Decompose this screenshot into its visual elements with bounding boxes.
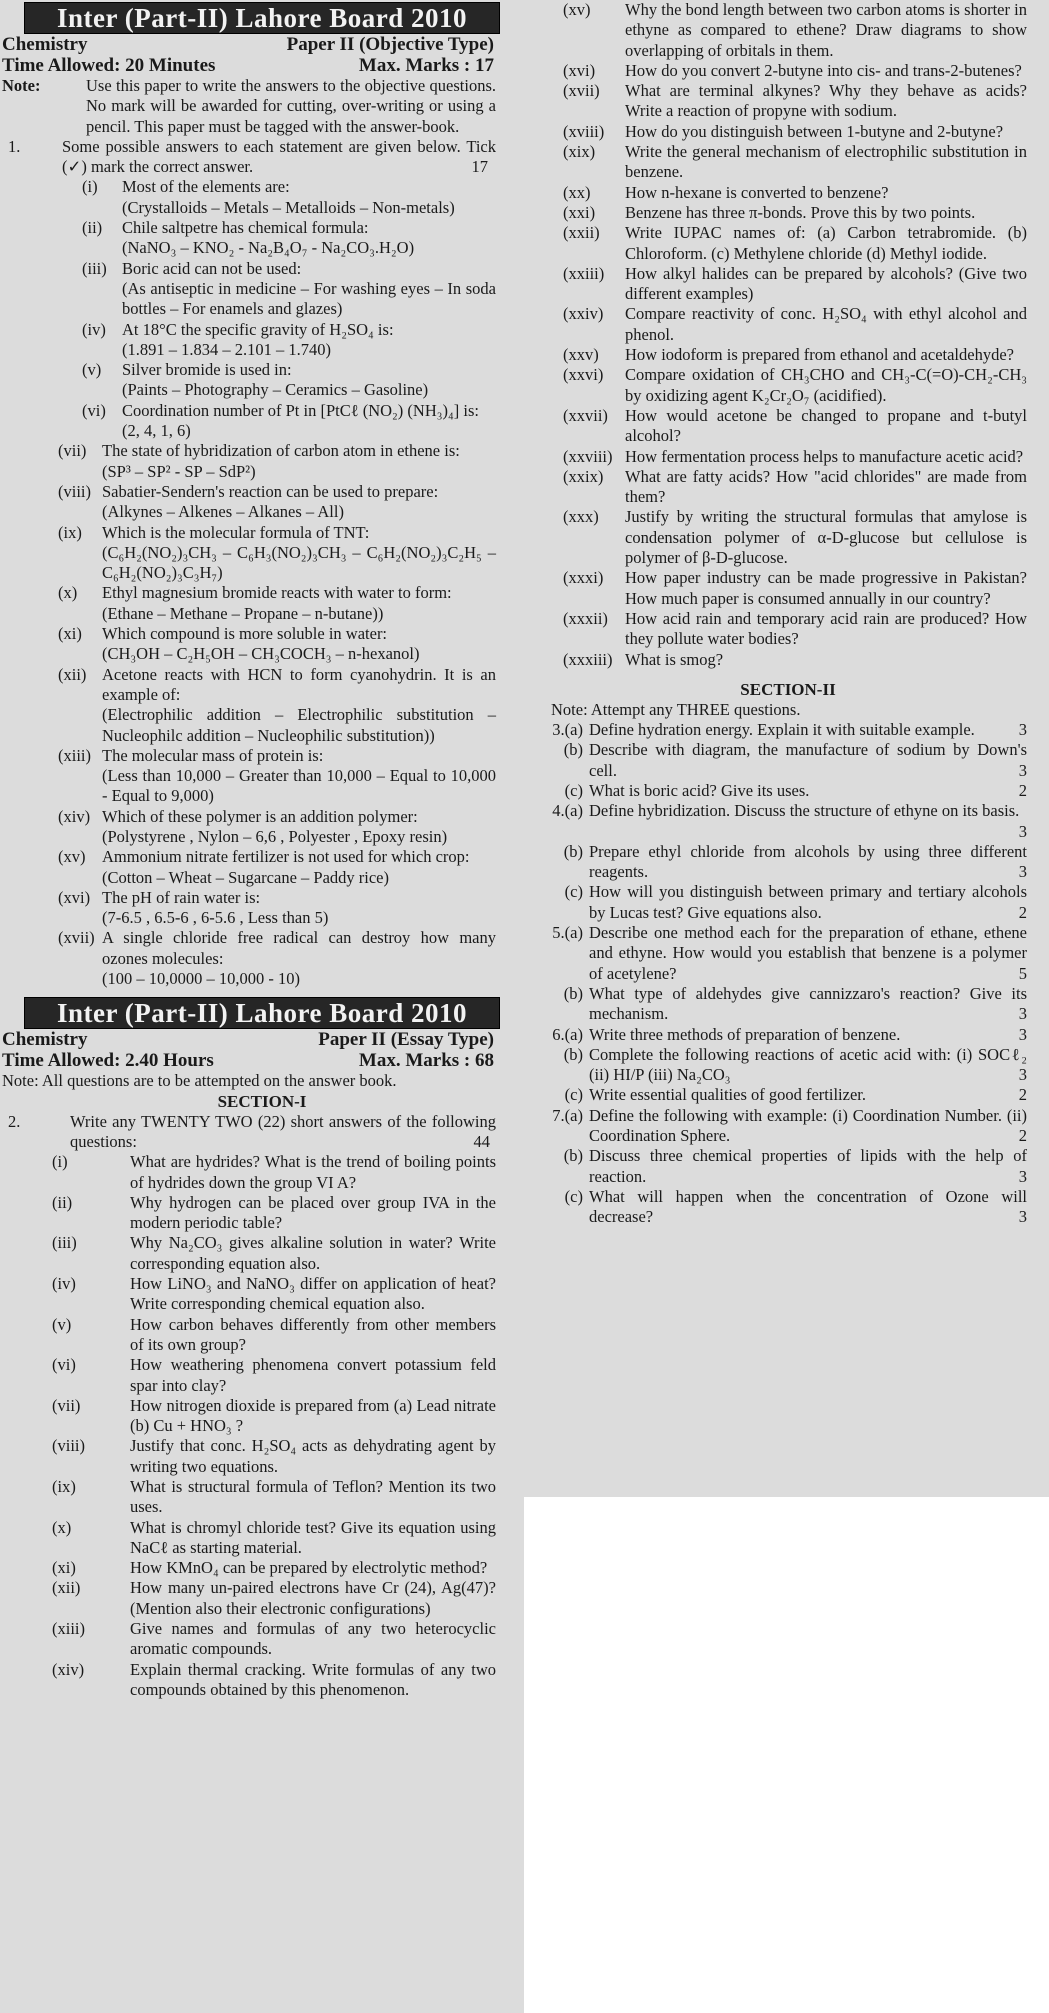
mcq-number: (vii) <box>58 441 87 461</box>
long-question <box>527 801 1049 842</box>
short-question-text: Why hydrogen can be placed over group IVA in the modern periodic table? <box>130 1192 496 1233</box>
short-question-text: Compare reactivity of conc. H₂SO₄ with ethyl alcohol and phenol. <box>625 304 1027 344</box>
short-question-text: How fermentation process helps to manufacture acetic acid? <box>625 446 1024 466</box>
short-question-text: How paper industry can be made progressive in Pakistan? How much paper is consumed annually in our country? <box>625 568 1027 608</box>
long-question-number: (b) <box>563 983 583 1003</box>
long-question-body <box>589 984 1027 1025</box>
mcq-item <box>0 441 524 482</box>
mcq-question-row <box>0 482 524 502</box>
short-question <box>527 568 1049 609</box>
mcq-number: (xiii) <box>58 745 91 765</box>
mcq-question: Silver bromide is used in: <box>122 360 292 380</box>
short-question-number: (xi) <box>52 1558 76 1578</box>
short-question <box>0 1315 524 1356</box>
long-question <box>527 1106 1049 1147</box>
short-question <box>0 1578 524 1619</box>
mcq-question-row <box>0 624 524 644</box>
mcq-options: (C₆H₂(NO₂)₃CH₃ – C₆H₃(NO₂)₃CH₃ – C₆H₂(NO₂)₃C₂H₅ – C₆H₂(NO₂)₃C₃H₇) <box>102 542 496 583</box>
mcq-question: Chile saltpetre has chemical formula: <box>122 218 369 238</box>
mcq-question: The state of hybridization of carbon atom in ethene is: <box>102 441 460 461</box>
mcq-question: Acetone reacts with HCN to form cyanohydrin. It is an example of: <box>102 664 496 704</box>
short-question-number: (xx) <box>563 182 591 202</box>
long-question-body <box>589 1025 1027 1045</box>
question-2 <box>0 1112 524 1153</box>
short-question-text: Compare oxidation of CH₃CHO and CH₃-C(=O)-CH₂-CH₃ by oxidizing agent K₂Cr₂O₇ (acidified). <box>625 365 1027 405</box>
short-question <box>0 1518 524 1559</box>
mcq-question-row <box>0 807 524 827</box>
mcq-question-row <box>0 177 524 197</box>
mcq-number: (xii) <box>58 664 87 684</box>
mcq-options: (Cotton – Wheat – Sugarcane – Paddy rice) <box>102 867 389 887</box>
long-question-body <box>589 842 1027 883</box>
objective-time: Time Allowed: 20 Minutes <box>2 55 216 76</box>
mcq-number: (x) <box>58 583 78 603</box>
essay-time: Time Allowed: 2.40 Hours <box>2 1050 214 1072</box>
long-question-text: What type of aldehydes give cannizzaro's reaction? Give its mechanism. <box>589 983 1027 1024</box>
long-question-text: Define hydration energy. Explain it with suitable example. <box>589 720 975 740</box>
long-question-marks: 3 <box>1018 862 1027 882</box>
note-text: Use this paper to write the answers to the objective questions. No mark will be awarded for cutting, over-writing or using a pencil. This paper must be tagged with the answer-book. <box>86 76 496 136</box>
short-question-number: (xxi) <box>563 202 596 222</box>
mcq-number: (v) <box>82 360 102 380</box>
short-question-text: How carbon behaves differently from other members of its own group? <box>130 1314 496 1354</box>
mcq-question: Ethyl magnesium bromide reacts with water to form: <box>102 583 452 603</box>
question-2-text: Write any TWENTY TWO (22) short answers of the following questions: <box>70 1111 496 1151</box>
mcq-number: (xi) <box>58 624 82 644</box>
short-question-text: What is structural formula of Teflon? Mention its two uses. <box>130 1477 496 1517</box>
mcq-options: (Ethane – Methane – Propane – n-butane)) <box>102 603 384 623</box>
short-question-number: (iii) <box>52 1233 77 1253</box>
short-question <box>527 223 1049 264</box>
long-question-marks: 3 <box>1018 821 1027 841</box>
long-question-text: Describe with diagram, the manufacture of sodium by Down's cell. <box>589 740 1027 780</box>
short-question-text: Benzene has three π-bonds. Prove this by two points. <box>625 202 976 222</box>
long-question-marks: 2 <box>1018 1126 1027 1146</box>
short-question-number: (xvi) <box>563 60 596 80</box>
short-question-number: (x) <box>52 1517 72 1537</box>
mcq-number: (i) <box>82 177 98 197</box>
mcq-item <box>0 665 524 746</box>
long-question-text: Prepare ethyl chloride from alcohols by using three different reagents. <box>589 841 1027 882</box>
mcq-options: (7-6.5 , 6.5-6 , 6-5.6 , Less than 5) <box>102 908 329 928</box>
mcq-options: (100 – 10,0000 – 10,000 - 10) <box>102 969 300 989</box>
section-2-title: SECTION-II <box>740 679 836 699</box>
short-question <box>0 1233 524 1274</box>
long-question-body <box>589 1085 1027 1105</box>
short-question-number: (xxv) <box>563 345 599 365</box>
short-question <box>527 81 1049 122</box>
short-question-text: Explain thermal cracking. Write formulas of any two compounds obtained by this phenomenon. <box>130 1659 496 1699</box>
short-question-number: (xxix) <box>563 466 604 486</box>
mcq-options: (Alkynes – Alkenes – Alkanes – All) <box>102 502 344 522</box>
long-question-marks: 3 <box>1018 1024 1027 1044</box>
mcq-item <box>0 624 524 665</box>
short-question <box>0 1477 524 1518</box>
short-question-text: Write the general mechanism of electrophilic substitution in benzene. <box>625 142 1027 182</box>
mcq-number: (xv) <box>58 847 86 867</box>
long-question-number: (b) <box>563 1146 583 1166</box>
objective-subject: Chemistry <box>2 34 88 55</box>
short-question <box>0 1274 524 1315</box>
question-2-marks: 44 <box>473 1131 490 1151</box>
mcq-question: The molecular mass of protein is: <box>102 745 324 765</box>
objective-marks: Max. Marks : 17 <box>358 55 494 76</box>
long-question-text: How will you distinguish between primary and tertiary alcohols by Lucas test? Give equations also. <box>589 882 1027 922</box>
short-question-text: Justify by writing the structural formulas that amylose is condensation polymer of α-D-glucose but cellulose is polymer of β-D-glucose. <box>625 507 1027 568</box>
mcq-number: (iv) <box>82 319 106 339</box>
short-question <box>527 142 1049 183</box>
long-question-marks: 3 <box>1018 1065 1027 1085</box>
long-question <box>527 720 1049 740</box>
mcq-question-row <box>0 928 524 969</box>
mcq-options: (Polystyrene , Nylon – 6,6 , Polyester , Epoxy resin) <box>102 826 448 846</box>
long-question-number: 6.(a) <box>552 1024 583 1044</box>
short-question <box>527 345 1049 365</box>
mcq-number: (ix) <box>58 522 82 542</box>
short-question <box>527 406 1049 447</box>
question-2-number: 2. <box>8 1111 21 1131</box>
mcq-question-row <box>0 218 524 238</box>
mcq-item <box>0 583 524 624</box>
short-question-number: (xxiv) <box>563 304 604 324</box>
long-question-text: Describe one method each for the preparation of ethane, ethene and ethyne. How would you establish that benzene is a polymer of acetylene? <box>589 923 1027 983</box>
essay-header <box>0 1029 524 1050</box>
short-question <box>0 1355 524 1396</box>
short-question-text: How LiNO₃ and NaNO₃ differ on application of heat? Write corresponding chemical equation also. <box>130 1274 496 1314</box>
mcq-item <box>0 807 524 848</box>
long-questions-list <box>527 720 1049 1227</box>
mcq-options: (Paints – Photography – Ceramics – Gasoline) <box>122 380 429 400</box>
short-question-number: (xxxi) <box>563 568 604 588</box>
short-question-number: (xxxii) <box>563 608 608 628</box>
mcq-options: (CH₃OH – C₂H₅OH – CH₃COCH₃ – n-hexanol) <box>102 644 420 664</box>
long-question <box>527 923 1049 984</box>
mcq-item <box>0 320 524 361</box>
long-question <box>527 740 1049 781</box>
short-question-number: (viii) <box>52 1436 85 1456</box>
mcq-list <box>0 177 524 989</box>
long-question <box>527 781 1049 801</box>
long-question-marks: 3 <box>1018 1166 1027 1186</box>
mcq-question: Coordination number of Pt in [PtCℓ (NO₂) (NH₃)₄] is: <box>122 400 479 420</box>
short-question-text: Give names and formulas of any two heterocyclic aromatic compounds. <box>130 1619 496 1659</box>
short-question <box>527 650 1049 670</box>
essay-subject: Chemistry <box>2 1029 88 1051</box>
short-question-text: How do you distinguish between 1-butyne and 2-butyne? <box>625 121 1004 141</box>
mcq-question-row <box>0 888 524 908</box>
mcq-question-row <box>0 360 524 380</box>
mcq-question: Sabatier-Sendern's reaction can be used to prepare: <box>102 481 439 501</box>
mcq-question: At 18°C the specific gravity of H₂SO₄ is: <box>122 319 394 339</box>
objective-note <box>0 76 524 137</box>
mcq-options: (Crystalloids – Metals – Metalloids – Non-metals) <box>122 197 455 217</box>
short-question-text: Why Na₂CO₃ gives alkaline solution in water? Write corresponding equation also. <box>130 1233 496 1273</box>
mcq-item <box>0 177 524 218</box>
short-question-text: How do you convert 2-butyne into cis- and trans-2-butenes? <box>625 60 1022 80</box>
objective-paper: Paper II (Objective Type) <box>286 34 494 55</box>
long-question <box>527 1085 1049 1105</box>
mcq-question-row <box>0 583 524 603</box>
short-question-number: (xvii) <box>563 81 600 101</box>
short-question-number: (xiii) <box>52 1619 85 1639</box>
long-question-body <box>589 923 1027 984</box>
long-question-body <box>589 882 1027 923</box>
short-question-number: (iv) <box>52 1274 76 1294</box>
mcq-question: The pH of rain water is: <box>102 887 261 907</box>
mcq-number: (viii) <box>58 481 91 501</box>
short-question-number: (ii) <box>52 1192 73 1212</box>
short-question-text: How weathering phenomena convert potassium feld spar into clay? <box>130 1355 496 1395</box>
mcq-item <box>0 888 524 929</box>
short-question <box>527 365 1049 406</box>
mcq-item <box>0 847 524 888</box>
mcq-item <box>0 928 524 989</box>
short-question-number: (vi) <box>52 1355 76 1375</box>
long-question-number: (c) <box>564 1085 583 1105</box>
essay-time-row <box>0 1050 524 1071</box>
long-question-number: 5.(a) <box>552 923 583 943</box>
long-question-body <box>589 1146 1027 1187</box>
long-question <box>527 1025 1049 1045</box>
short-question-number: (v) <box>52 1314 72 1334</box>
section-1-title: SECTION-I <box>217 1091 307 1111</box>
short-question-text: What are fatty acids? How "acid chlorides" are made from them? <box>625 466 1027 507</box>
short-question-text: Write IUPAC names of: (a) Carbon tetrabromide. (b) Chloroform. (c) Methylene chloride (d) Methyl iodide. <box>625 223 1027 263</box>
short-question <box>527 0 1049 61</box>
mcq-question: Which is the molecular formula of TNT: <box>102 522 370 542</box>
mcq-question-row <box>0 847 524 867</box>
short-question <box>527 447 1049 467</box>
long-question-number: (c) <box>564 780 583 800</box>
long-question-marks: 5 <box>1018 963 1027 983</box>
long-question-body <box>589 740 1027 781</box>
short-question-text: How nitrogen dioxide is prepared from (a) Lead nitrate (b) Cu + HNO₃ ? <box>130 1395 496 1436</box>
short-question-number: (ix) <box>52 1477 76 1496</box>
short-question-number: (xxiii) <box>563 263 605 283</box>
mcq-number: (iii) <box>82 258 107 278</box>
short-question-text: What is smog? <box>625 649 724 669</box>
short-question-number: (xxvii) <box>563 405 608 425</box>
short-question <box>527 122 1049 142</box>
question-1 <box>0 137 524 178</box>
short-question-text: How many un-paired electrons have Cr (24), Ag(47)? (Mention also their electronic configurations) <box>130 1578 496 1618</box>
mcq-question-row <box>0 746 524 766</box>
essay-banner: Inter (Part-II) Lahore Board 2010 <box>24 997 500 1029</box>
long-question-number: 3.(a) <box>552 720 583 740</box>
short-questions-right <box>527 0 1049 670</box>
short-question <box>0 1558 524 1578</box>
short-question <box>0 1193 524 1234</box>
short-question-number: (xix) <box>563 142 596 162</box>
mcq-item <box>0 259 524 320</box>
mcq-item <box>0 746 524 807</box>
mcq-number: (xiv) <box>58 806 91 826</box>
short-question-text: What are hydrides? What is the trend of boiling points of hydrides down the group VI A? <box>130 1152 496 1192</box>
long-question-marks: 3 <box>1018 760 1027 780</box>
essay-note: Note: All questions are to be attempted on the answer book. <box>2 1071 397 1091</box>
short-questions-left <box>0 1152 524 1700</box>
short-question-number: (xxii) <box>563 223 600 243</box>
mcq-question: Ammonium nitrate fertilizer is not used for which crop: <box>102 847 470 867</box>
short-question-number: (xxx) <box>563 507 599 527</box>
long-question-marks: 3 <box>1018 720 1027 740</box>
short-question-number: (xxvi) <box>563 365 604 385</box>
short-question <box>0 1619 524 1660</box>
long-question-marks: 2 <box>1018 1085 1027 1105</box>
mcq-question: Which of these polymer is an addition polymer: <box>102 806 418 826</box>
mcq-options: (Electrophilic addition – Electrophilic substitution – Nucleophilc addition – Nucleophilic substitution)) <box>102 705 496 745</box>
long-question-number: 7.(a) <box>552 1105 583 1125</box>
short-question <box>527 203 1049 223</box>
question-1-marks: 17 <box>471 157 488 177</box>
mcq-question: Which compound is more soluble in water: <box>102 624 388 644</box>
short-question <box>527 61 1049 81</box>
note-label: Note: <box>2 76 41 95</box>
short-question-text: How KMnO₄ can be prepared by electrolytic method? <box>130 1558 488 1578</box>
mcq-item <box>0 523 524 584</box>
short-question <box>527 609 1049 650</box>
short-question <box>0 1660 524 1701</box>
long-question-body <box>589 801 1027 842</box>
short-question <box>527 507 1049 568</box>
long-question <box>527 882 1049 923</box>
short-question <box>527 467 1049 508</box>
long-question-marks: 3 <box>1018 1207 1027 1227</box>
long-question-text: Write three methods of preparation of benzene. <box>589 1024 901 1044</box>
mcq-number: (ii) <box>82 218 103 238</box>
long-question-marks: 3 <box>1018 1004 1027 1024</box>
long-question <box>527 1187 1049 1228</box>
question-1-text: Some possible answers to each statement are given below. Tick (✓) mark the correct answer. <box>62 136 496 177</box>
long-question-number: (b) <box>563 740 583 760</box>
essay-marks: Max. Marks : 68 <box>358 1050 494 1072</box>
objective-banner: Inter (Part-II) Lahore Board 2010 <box>24 2 500 34</box>
mcq-options: (1.891 – 1.834 – 2.101 – 1.740) <box>122 339 331 359</box>
long-question-body <box>589 1106 1027 1147</box>
mcq-question: A single chloride free radical can destroy how many ozones molecules: <box>102 928 496 968</box>
mcq-item <box>0 482 524 523</box>
short-question <box>527 304 1049 345</box>
mcq-question-row <box>0 259 524 279</box>
mcq-item <box>0 218 524 259</box>
mcq-options: (SP³ – SP² - SP – SdP²) <box>102 461 256 481</box>
long-question-number: (b) <box>563 841 583 861</box>
long-question-number: (b) <box>563 1044 583 1064</box>
long-question-text: Define hybridization. Discuss the structure of ethyne on its basis. <box>589 801 1020 821</box>
mcq-question-row <box>0 401 524 421</box>
short-question-number: (xviii) <box>563 121 605 141</box>
short-question-text: How acid rain and temporary acid rain are produced? How they pollute water bodies? <box>625 608 1027 649</box>
short-question-number: (i) <box>52 1152 68 1172</box>
mcq-options: (NaNO₃ – KNO₂ - Na₂B₄O₇ - Na₂CO₃.H₂O) <box>122 238 415 258</box>
short-question-text: How alkyl halides can be prepared by alcohols? (Give two different examples) <box>625 263 1027 304</box>
right-column <box>527 0 1049 1497</box>
long-question <box>527 984 1049 1025</box>
short-question-number: (xxviii) <box>563 446 613 466</box>
short-question <box>527 183 1049 203</box>
question-2-text-wrap <box>70 1112 496 1153</box>
mcq-question-row <box>0 665 524 706</box>
mcq-question-row <box>0 523 524 543</box>
long-question-body <box>589 1045 1027 1086</box>
mcq-question-row <box>0 441 524 461</box>
short-question-text: What is chromyl chloride test? Give its equation using NaCℓ as starting material. <box>130 1517 496 1557</box>
mcq-item <box>0 401 524 442</box>
mcq-question-row <box>0 320 524 340</box>
short-question-text: Why the bond length between two carbon atoms is shorter in ethyne as compared to ethene? Draw diagrams to show overlapping of orbitals in them. <box>625 0 1027 60</box>
mcq-options: (Less than 10,000 – Greater than 10,000 – Equal to 10,000 - Equal to 9,000) <box>102 766 496 806</box>
long-question-body <box>589 1187 1027 1228</box>
short-question-number: (vii) <box>52 1395 81 1415</box>
long-question-body <box>589 720 1027 740</box>
short-question-text: What are terminal alkynes? Why they behave as acids? Write a reaction of propyne with sodium. <box>625 81 1027 121</box>
long-question-text: What is boric acid? Give its uses. <box>589 780 810 800</box>
long-question-text: Write essential qualities of good fertilizer. <box>589 1085 866 1105</box>
question-1-number: 1. <box>8 136 21 156</box>
short-question <box>0 1396 524 1437</box>
short-question-text: How iodoform is prepared from ethanol and acetaldehyde? <box>625 345 1014 365</box>
long-question-number: (c) <box>564 882 583 902</box>
long-question-number: (c) <box>564 1186 583 1206</box>
mcq-options: (2, 4, 1, 6) <box>122 421 191 441</box>
short-question-number: (xii) <box>52 1578 81 1598</box>
mcq-options: (As antiseptic in medicine – For washing eyes – In soda bottles – For enamels and glazes) <box>122 278 496 319</box>
long-question <box>527 1045 1049 1086</box>
short-question <box>0 1436 524 1477</box>
long-question-text: What will happen when the concentration of Ozone will decrease? <box>589 1186 1027 1227</box>
section-2-note: Note: Attempt any THREE questions. <box>551 699 801 719</box>
question-1-text-wrap <box>62 137 496 178</box>
long-question-marks: 2 <box>1018 902 1027 922</box>
long-question-text: Complete the following reactions of acetic acid with: (i) SOCℓ₂ (ii) HI/P (iii) Na₂CO₃ <box>589 1044 1027 1085</box>
short-question-number: (xv) <box>563 0 591 19</box>
short-question <box>0 1152 524 1193</box>
short-question-text: Justify that conc. H₂SO₄ acts as dehydrating agent by writing two equations. <box>130 1436 496 1476</box>
short-question-number: (xxxiii) <box>563 649 613 669</box>
long-question <box>527 1146 1049 1187</box>
long-question-marks: 2 <box>1018 780 1027 800</box>
essay-paper: Paper II (Essay Type) <box>318 1029 494 1051</box>
long-question <box>527 842 1049 883</box>
mcq-question: Boric acid can not be used: <box>122 258 302 278</box>
mcq-number: (vi) <box>82 400 106 420</box>
mcq-item <box>0 360 524 401</box>
long-question-text: Define the following with example: (i) Coordination Number. (ii) Coordination Sphere. <box>589 1105 1027 1146</box>
long-question-number: 4.(a) <box>552 801 583 821</box>
short-question-text: How would acetone be changed to propane and t-butyl alcohol? <box>625 405 1027 446</box>
short-question-number: (xiv) <box>52 1659 85 1679</box>
objective-header <box>0 34 524 55</box>
objective-time-row <box>0 55 524 76</box>
mcq-question: Most of the elements are: <box>122 177 290 197</box>
mcq-number: (xvi) <box>58 887 91 907</box>
long-question-text: Discuss three chemical properties of lipids with the help of reaction. <box>589 1146 1027 1186</box>
left-column <box>0 0 524 2013</box>
long-question-body <box>589 781 1027 801</box>
mcq-number: (xvii) <box>58 928 95 948</box>
short-question <box>527 264 1049 305</box>
short-question-text: How n-hexane is converted to benzene? <box>625 182 889 202</box>
